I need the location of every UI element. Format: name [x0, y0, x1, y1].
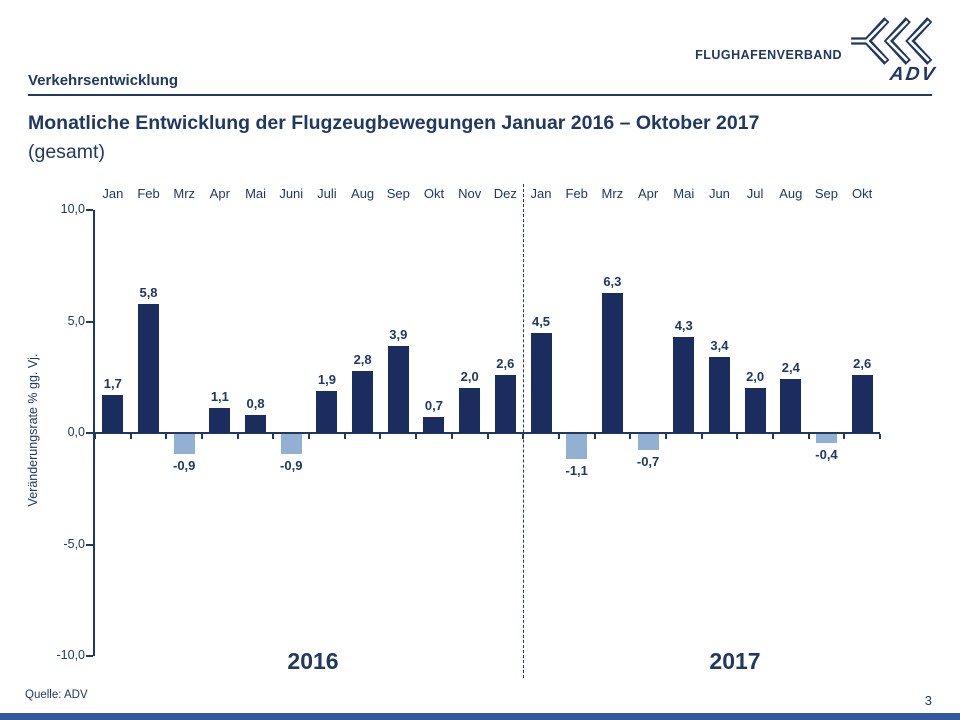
bar — [138, 304, 159, 433]
x-axis-tick — [379, 434, 381, 439]
bar — [102, 395, 123, 433]
value-label: -0,4 — [815, 446, 838, 462]
value-label: -0,9 — [280, 458, 303, 474]
month-label: Sep — [814, 186, 839, 201]
x-axis-tick — [487, 434, 489, 439]
bar — [816, 434, 837, 443]
x-axis-tick — [201, 434, 203, 439]
value-label: 3,9 — [389, 327, 408, 343]
logo-wordmark: FLUGHAFENVERBAND — [695, 48, 842, 62]
month-label: Jan — [102, 186, 124, 201]
month-label: Apr — [637, 186, 659, 201]
logo-brand-text: ADV — [888, 64, 938, 85]
y-axis-tick-label: -10,0 — [56, 648, 85, 662]
value-label: 6,3 — [603, 273, 622, 289]
month-label: Jul — [746, 186, 764, 201]
bar — [638, 434, 659, 450]
value-label: 0,8 — [246, 396, 265, 412]
x-axis-tick — [558, 434, 560, 439]
value-label: -1,1 — [565, 462, 588, 478]
month-label: Mai — [245, 186, 267, 201]
x-axis-tick — [843, 434, 845, 439]
value-label: 4,5 — [531, 313, 551, 329]
adv-chevrons-icon — [850, 16, 938, 66]
month-label: Sep — [386, 186, 410, 201]
x-axis-tick — [130, 434, 132, 439]
value-label: -0,7 — [636, 453, 660, 469]
month-label: Aug — [351, 186, 375, 201]
y-axis-title: Veränderungsrate % gg. Vj. — [26, 353, 40, 507]
x-axis-tick — [344, 434, 346, 439]
bar — [388, 346, 409, 433]
bar — [316, 391, 337, 433]
x-axis-tick — [879, 434, 881, 439]
month-label: Jun — [708, 186, 730, 201]
bar — [745, 388, 766, 433]
value-label: 1,1 — [210, 389, 229, 405]
x-axis-tick — [594, 434, 596, 439]
bar — [673, 337, 694, 433]
month-label: Aug — [779, 186, 803, 201]
adv-logo — [695, 16, 938, 86]
month-label: Dez — [493, 186, 517, 201]
x-axis-tick — [701, 434, 703, 439]
value-label: 3,4 — [710, 338, 729, 354]
x-axis-tick — [451, 434, 453, 439]
section-title: Verkehrsentwicklung — [28, 72, 179, 89]
value-label: 1,9 — [317, 371, 336, 387]
x-axis-tick — [736, 434, 738, 439]
month-label: Apr — [209, 186, 230, 201]
month-label: Mrz — [173, 186, 196, 201]
x-axis-tick — [272, 434, 274, 439]
y-axis-tick — [86, 321, 93, 323]
y-axis-tick — [86, 209, 93, 211]
bar — [459, 388, 480, 433]
x-axis-tick — [808, 434, 810, 439]
year-separator-line — [523, 184, 524, 678]
month-label: Nov — [458, 186, 482, 201]
year-label: 2016 — [287, 648, 339, 674]
month-label: Mai — [673, 186, 695, 201]
month-label: Okt — [852, 186, 873, 201]
bar — [709, 357, 730, 433]
value-label: 2,6 — [496, 356, 515, 372]
y-axis-tick — [86, 655, 93, 657]
value-label: 2,0 — [460, 369, 479, 385]
value-label: 5,8 — [139, 284, 158, 300]
month-label: Okt — [423, 186, 445, 201]
month-label: Jan — [530, 186, 552, 201]
source-note: Quelle: ADV — [25, 689, 88, 701]
bar — [423, 417, 444, 433]
x-axis-tick — [665, 434, 667, 439]
y-axis-tick-label: -5,0 — [63, 536, 85, 551]
value-label: 4,3 — [674, 318, 693, 334]
x-axis-tick — [165, 434, 167, 439]
y-axis-tick-label: 5,0 — [67, 313, 85, 328]
x-axis-tick — [772, 434, 774, 439]
value-label: 0,7 — [424, 398, 443, 414]
month-label: Juli — [317, 186, 337, 201]
value-label: 2,6 — [853, 356, 872, 372]
bar — [531, 333, 552, 433]
bar — [780, 379, 801, 433]
chart-title: Monatliche Entwicklung der Flugzeugbewegungen Januar 2016 – Oktober 2017 — [28, 112, 760, 134]
bar — [352, 371, 373, 433]
page-number: 3 — [924, 693, 932, 708]
value-label: 2,4 — [781, 360, 800, 376]
y-axis-tick — [86, 544, 93, 546]
chart-subtitle: (gesamt) — [28, 141, 105, 163]
bar — [281, 434, 302, 454]
x-axis-tick — [308, 434, 310, 439]
month-label: Feb — [565, 186, 588, 201]
bar — [495, 375, 516, 433]
header-divider — [28, 94, 932, 96]
value-label: -0,9 — [173, 458, 196, 474]
bar — [602, 293, 623, 433]
y-axis-tick-label: 0,0 — [67, 425, 85, 439]
y-axis-tick-label: 10,0 — [60, 202, 85, 216]
y-axis-tick — [86, 432, 93, 434]
bar — [209, 408, 230, 433]
value-label: 2,8 — [353, 351, 372, 367]
bar — [174, 434, 195, 454]
bar — [852, 375, 873, 433]
footer-bar — [0, 713, 960, 720]
month-label: Mrz — [601, 186, 624, 201]
x-axis-tick — [629, 434, 631, 439]
x-axis-tick — [94, 434, 96, 439]
value-label: 2,0 — [746, 369, 765, 385]
value-label: 1,7 — [103, 376, 122, 392]
bar — [245, 415, 266, 433]
month-label: Juni — [279, 186, 304, 201]
month-label: Feb — [137, 186, 160, 201]
bar — [566, 434, 587, 459]
year-label: 2017 — [709, 648, 761, 674]
x-axis-tick — [415, 434, 417, 439]
x-axis-tick — [237, 434, 239, 439]
